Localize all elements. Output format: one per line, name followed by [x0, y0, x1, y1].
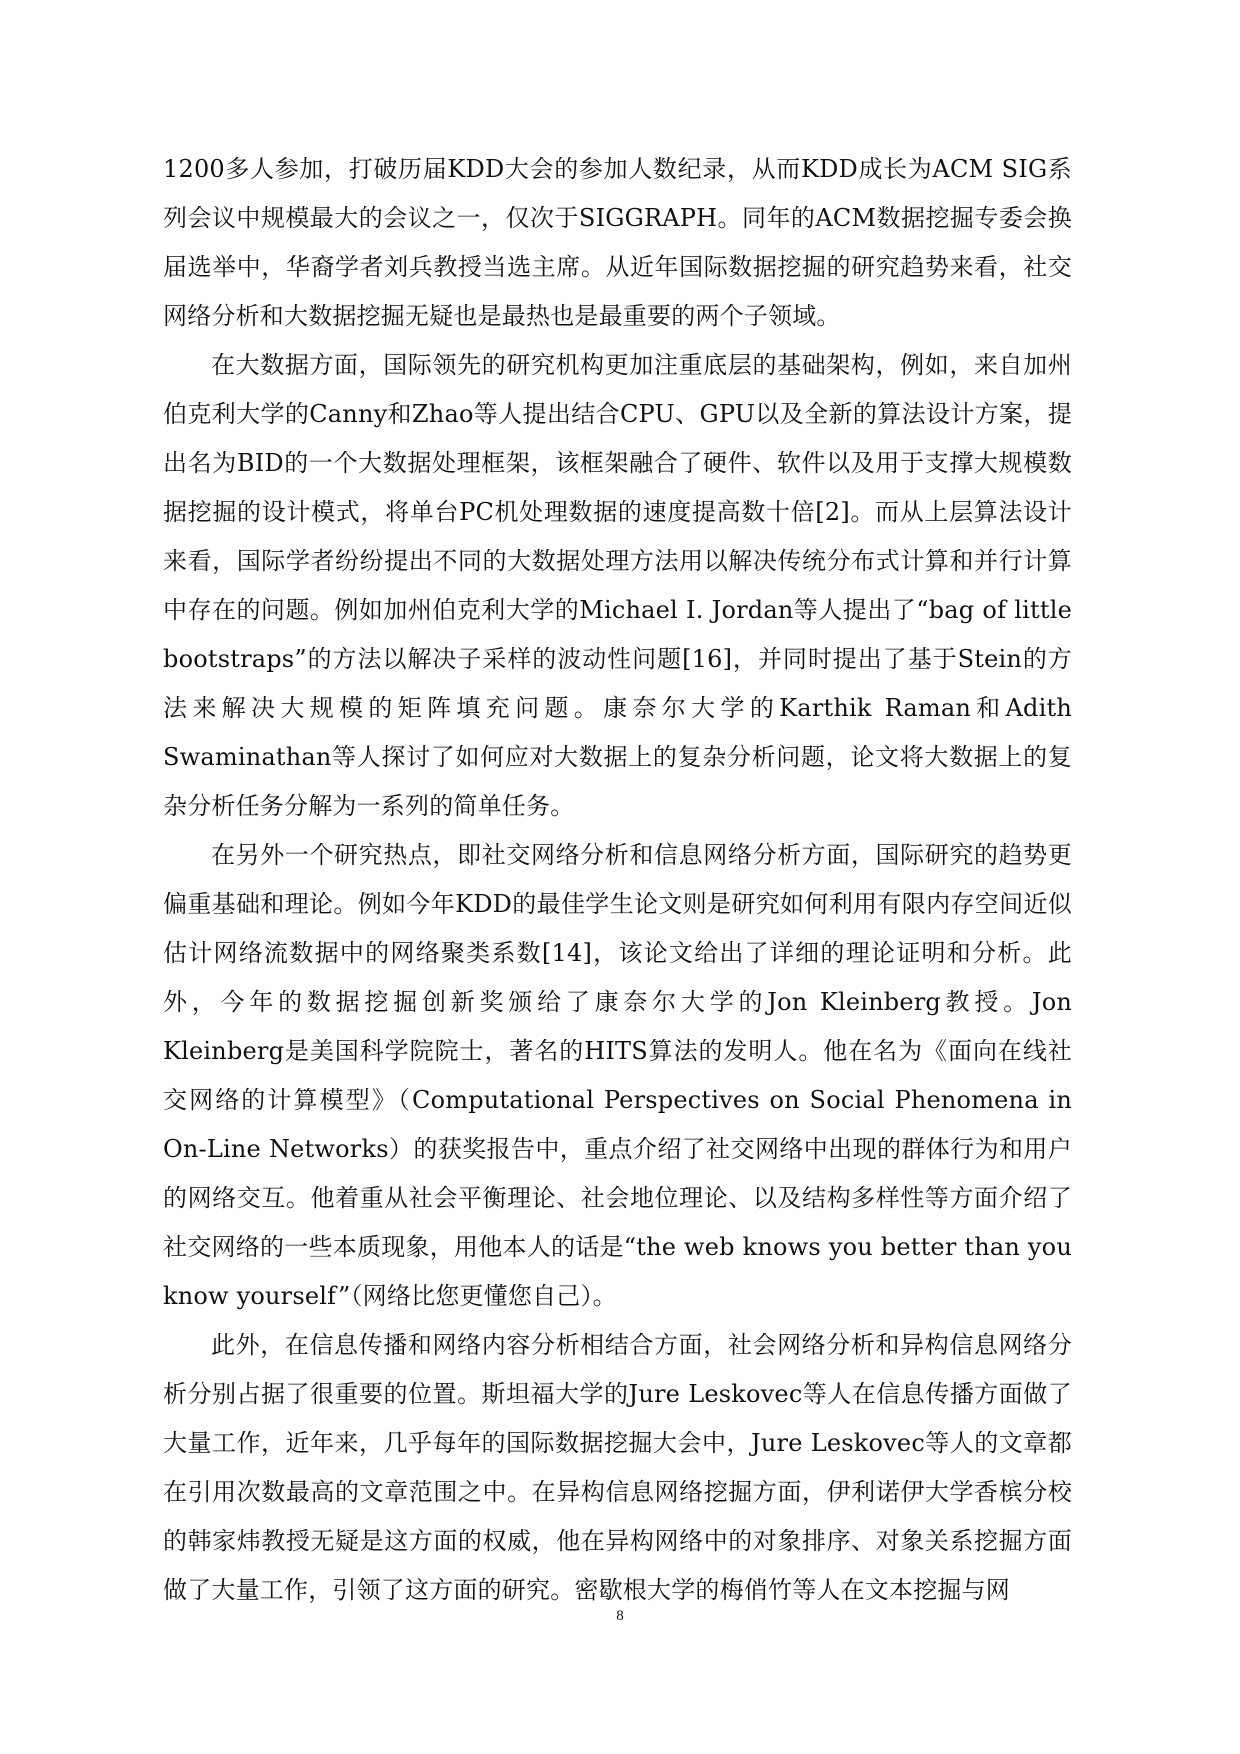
paragraph-4: 此外，在信息传播和网络内容分析相结合方面，社会网络分析和异构信息网络分析分别占据了很重要的位置。斯坦福大学的Jure Leskovec等人在信息传播方面做了大量工作，近年来，几乎每年的国际数据挖掘大会中，Jure Leskovec等人的文章都在引用次数最高的文章范围之中。在异构信息网络挖掘方面，伊利诺伊大学香槟分校的韩家炜教授无疑是这方面的权威，他在异构网络中的对象排序、对象关系挖掘方面做了大量工作，引领了这方面的研究。密歇根大学的梅俏竹等人在文本挖掘与网: [163, 1331, 1072, 1604]
body-text: [163, 145, 1072, 1615]
paragraph-1: 1200多人参加，打破历届KDD大会的参加人数纪录，从而KDD成长为ACM SIG系列会议中规模最大的会议之一，仅次于SIGGRAPH。同年的ACM数据挖掘专委会换届选举中，华裔学者刘兵教授当选主席。从近年国际数据挖掘的研究趋势来看，社交网络分析和大数据挖掘无疑也是最热也是最重要的两个子领域。: [163, 155, 1072, 330]
page-number: 8: [616, 1608, 624, 1624]
paragraph-2: 在大数据方面，国际领先的研究机构更加注重底层的基础架构，例如，来自加州伯克利大学的Canny和Zhao等人提出结合CPU、GPU以及全新的算法设计方案，提出名为BID的一个大数据处理框架，该框架融合了硬件、软件以及用于支撑大规模数据挖掘的设计模式，将单台PC机处理数据的速度提高数十倍[2]。而从上层算法设计来看，国际学者纷纷提出不同的大数据处理方法用以解决传统分布式计算和并行计算中存在的问题。例如加州伯克利大学的Michael I. Jordan等人提出了“bag of little bootstraps”的方法以解决子采样的波动性问题[16]，并同时提出了基于Stein的方法来解决大规模的矩阵填充问题。康奈尔大学的Karthik Raman和Adith Swaminathan等人探讨了如何应对大数据上的复杂分析问题，论文将大数据上的复杂分析任务分解为一系列的简单任务。: [163, 351, 1072, 820]
paragraph-3: 在另外一个研究热点，即社交网络分析和信息网络分析方面，国际研究的趋势更偏重基础和理论。例如今年KDD的最佳学生论文则是研究如何利用有限内存空间近似估计网络流数据中的网络聚类系数[14]，该论文给出了详细的理论证明和分析。此外，今年的数据挖掘创新奖颁给了康奈尔大学的Jon Kleinberg教授。Jon Kleinberg是美国科学院院士，著名的HITS算法的发明人。他在名为《面向在线社交网络的计算模型》（Computational Perspectives on Social Phenomena in On-Line Networks）的获奖报告中，重点介绍了社交网络中出现的群体行为和用户的网络交互。他着重从社会平衡理论、社会地位理论、以及结构多样性等方面介绍了社交网络的一些本质现象，用他本人的话是“the web knows you better than you know yourself”（网络比您更懂您自己）。: [163, 841, 1072, 1310]
